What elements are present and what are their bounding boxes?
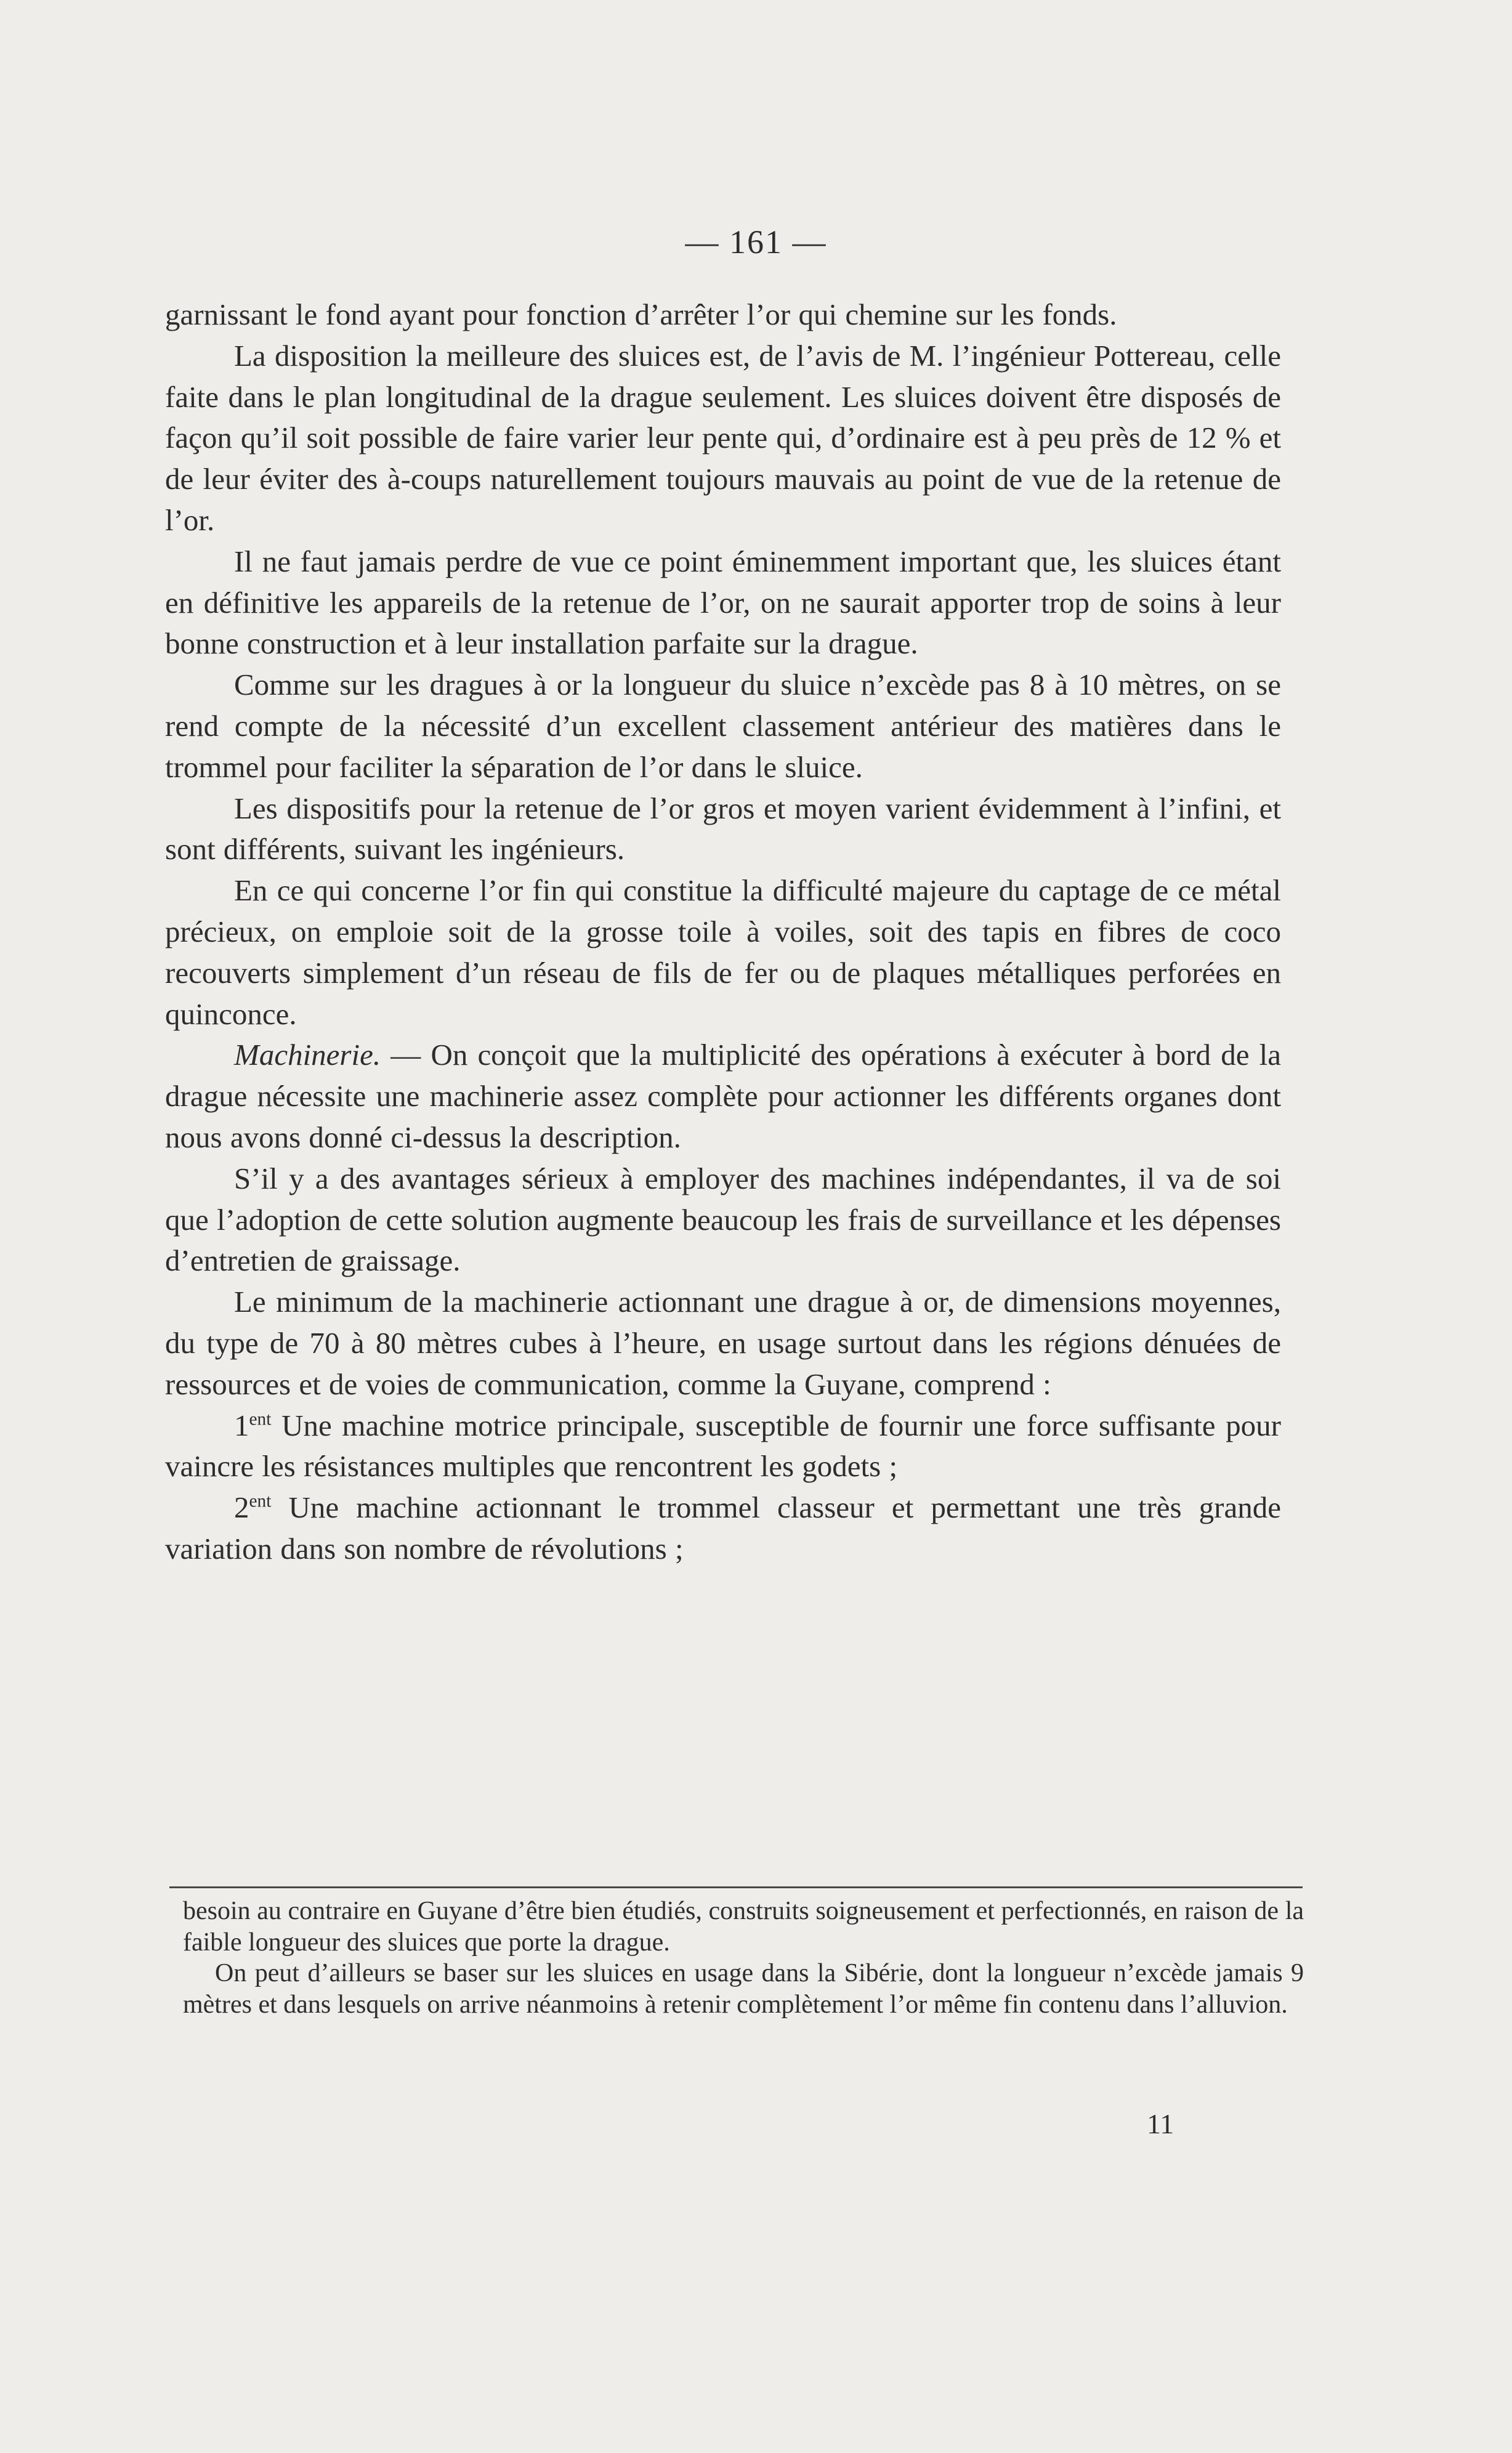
paragraph: Le minimum de la machinerie actionnant une drague à or, de dimensions moyennes, du type de 70 à 80 mètres cubes à l’heure, en usage surtout dans les régions dénuées de ressources et de voies de communication, comme la Guyane, comprend : — [165, 1285, 1281, 1401]
footnote-paragraph: besoin au contraire en Guyane d’être bien étudiés, construits soigneusement et perfectionnés, en raison de la faible longueur des sluices que porte la drague. — [183, 1897, 1304, 1957]
section-lead: Machinerie. — [234, 1038, 381, 1072]
paragraph-machinerie — [165, 1035, 1281, 1158]
list-item — [165, 1487, 1281, 1570]
list-text: Une machine actionnant le trommel classeur et permettant une très grande variation dans son nombre de révolutions ; — [165, 1490, 1281, 1566]
body-text — [165, 294, 1281, 1570]
paragraph: En ce qui concerne l’or fin qui constitue la difficulté majeure du captage de ce métal précieux, on emploie soit de la grosse toile à voiles, soit des tapis en fibres de coco recouverts simplement d’un réseau de fils de fer ou de plaques métalliques perforées en quinconce. — [165, 873, 1281, 1031]
footnote-divider — [169, 1886, 1303, 1888]
paragraph: Il ne faut jamais perdre de vue ce point éminemment important que, les sluices étant en définitive les appareils de la retenue de l’or, on ne saurait apporter trop de soins à leur bonne construction et à leur installation parfaite sur la drague. — [165, 544, 1281, 661]
paragraph-text: — On conçoit que la multiplicité des opérations à exécuter à bord de la drague nécessite une machinerie assez complète pour actionner les différents organes dont nous avons donné ci-dessus la description. — [165, 1038, 1281, 1154]
paragraph: Comme sur les dragues à or la longueur du sluice n’excède pas 8 à 10 mètres, on se rend compte de la nécessité d’un excellent classement antérieur des matières dans le trommel pour faciliter la séparation de l’or dans le sluice. — [165, 668, 1281, 784]
list-item — [165, 1405, 1281, 1488]
footnote — [183, 1896, 1304, 2020]
footnote-paragraph: On peut d’ailleurs se baser sur les sluices en usage dans la Sibérie, dont la longueur n’excède jamais 9 mètres et dans lesquels on arrive néanmoins à retenir complètement l’or même fin contenu dans l’alluvion. — [183, 1959, 1304, 2019]
paragraph: garnissant le fond ayant pour fonction d’arrêter l’or qui chemine sur les fonds. — [165, 297, 1117, 331]
ordinal-suffix: ent — [249, 1409, 272, 1429]
list-text: Une machine motrice principale, susceptible de fournir une force suffisante pour vaincre les résistances multiples que rencontrent les godets ; — [165, 1408, 1281, 1484]
list-number: 2 — [234, 1490, 249, 1525]
list-number: 1 — [234, 1408, 249, 1442]
page-number: — 161 — — [685, 224, 827, 261]
signature-mark: 11 — [1147, 2108, 1174, 2140]
ordinal-suffix: ent — [249, 1491, 272, 1511]
paragraph: S’il y a des avantages sérieux à employer des machines indépendantes, il va de soi que l’adoption de cette solution augmente beaucoup les frais de surveillance et les dépenses d’entretien de graissage. — [165, 1161, 1281, 1278]
paragraph: Les dispositifs pour la retenue de l’or gros et moyen varient évidemment à l’infini, et sont différents, suivant les ingénieurs. — [165, 791, 1281, 867]
paragraph: La disposition la meilleure des sluices est, de l’avis de M. l’ingénieur Pottereau, celle faite dans le plan longitudinal de la drague seulement. Les sluices doivent être disposés de façon qu’il soit possible de faire varier leur pente qui, d’ordinaire est à peu près de 12 % et de leur éviter des à-coups naturellement toujours mauvais au point de vue de la retenue de l’or. — [165, 338, 1281, 537]
